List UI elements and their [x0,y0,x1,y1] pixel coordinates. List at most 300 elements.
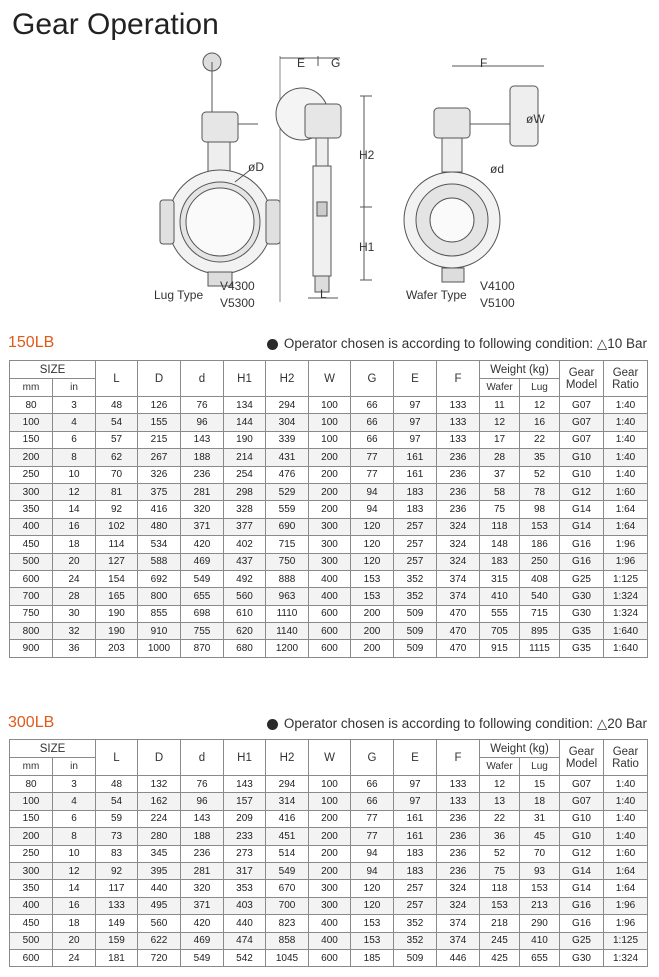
table-cell: 200 [10,828,53,845]
table-cell: 215 [138,431,181,448]
header-in: in [53,379,96,397]
table-cell: 200 [309,501,351,518]
table-cell: 159 [96,932,138,949]
table-cell: 326 [138,466,181,483]
table-cell: 300 [309,518,351,535]
table-cell: 4 [53,414,96,431]
table-cell: 8 [53,828,96,845]
table-cell: 4 [53,793,96,810]
table-cell: 183 [394,501,437,518]
table-cell: 15 [520,776,560,793]
table-cell: G16 [560,536,604,553]
table-cell: G30 [560,588,604,605]
header-gear-model: Gear Model [560,740,604,776]
table-cell: 12 [520,397,560,414]
table-cell: 1:60 [604,483,648,500]
table-cell: 22 [480,810,520,827]
header-wafer: Wafer [480,758,520,776]
table-cell: 377 [224,518,266,535]
table-cell: 1:40 [604,397,648,414]
table-cell: 190 [96,605,138,622]
table-cell: 100 [309,793,351,810]
table-cell: 6 [53,431,96,448]
condition-text: Operator chosen is according to following condition: △10 Bar [283,336,647,351]
table-cell: 96 [181,414,224,431]
header-small-d: d [181,740,224,776]
table-cell: 1:125 [604,932,648,949]
header-size: SIZE [10,361,96,379]
table-cell: 102 [96,518,138,535]
table-cell: 353 [224,880,266,897]
table-cell: 120 [351,897,394,914]
table-cell: 1:40 [604,449,648,466]
table-cell: 200 [351,605,394,622]
table-cell: 155 [138,414,181,431]
dim-l: L [320,287,327,301]
table-cell: 290 [520,915,560,932]
table-cell: 157 [224,793,266,810]
table-cell: 250 [10,845,53,862]
table-cell: 509 [394,605,437,622]
table-cell: 670 [266,880,309,897]
table-cell: 300 [309,536,351,553]
table-cell: 555 [480,605,520,622]
table-cell: 132 [138,776,181,793]
table-cell: 374 [437,932,480,949]
table-row [10,466,648,483]
header-gear-ratio: Gear Ratio [604,361,648,397]
table-cell: 425 [480,949,520,966]
table-cell: 148 [480,536,520,553]
table-cell: G14 [560,880,604,897]
table-cell: 161 [394,828,437,845]
table-cell: 345 [138,845,181,862]
table-cell: G25 [560,570,604,587]
table-cell: 11 [480,397,520,414]
table-cell: 560 [138,915,181,932]
operator-condition-150lb [267,336,647,352]
table-cell: 83 [96,845,138,862]
table-row [10,845,648,862]
table-cell: 185 [351,949,394,966]
table-cell: 153 [520,518,560,535]
table-cell: 281 [181,862,224,879]
side-valve-drawing [276,56,375,302]
valve-drawings-svg [140,52,560,317]
table-cell: 165 [96,588,138,605]
table-cell: 97 [394,431,437,448]
table-cell: 300 [10,862,53,879]
table-cell: 895 [520,623,560,640]
table-cell: 1110 [266,605,309,622]
table-cell: 870 [181,640,224,657]
table-cell: 100 [309,431,351,448]
table-cell: G14 [560,501,604,518]
table-cell: 73 [96,828,138,845]
table-cell: 66 [351,776,394,793]
table-cell: 133 [437,414,480,431]
table-cell: 18 [53,915,96,932]
table-cell: 16 [53,897,96,914]
table-cell: 1:324 [604,949,648,966]
table-row [10,518,648,535]
table-cell: 57 [96,431,138,448]
table-cell: 352 [394,932,437,949]
table-cell: 1045 [266,949,309,966]
table-cell: 963 [266,588,309,605]
table-cell: 1:96 [604,915,648,932]
table-cell: 600 [309,605,351,622]
table-cell: 410 [520,932,560,949]
table-cell: 97 [394,414,437,431]
table-cell: 324 [437,536,480,553]
table-cell: 8 [53,449,96,466]
table-cell: 94 [351,862,394,879]
header-h1: H1 [224,361,266,397]
table-row [10,483,648,500]
table-row [10,880,648,897]
page-title: Gear Operation [12,8,219,41]
wafer-valve-drawing [404,66,544,282]
table-cell: 214 [224,449,266,466]
table-cell: 446 [437,949,480,966]
table-cell: 190 [224,431,266,448]
table-cell: 339 [266,431,309,448]
table-cell: 1:64 [604,880,648,897]
table-cell: 469 [181,553,224,570]
table-cell: 153 [351,932,394,949]
table-cell: 1:64 [604,501,648,518]
table-cell: 149 [96,915,138,932]
table-cell: 250 [10,466,53,483]
table-cell: 450 [10,536,53,553]
table-row [10,862,648,879]
table-cell: 52 [480,845,520,862]
table-cell: 200 [351,640,394,657]
table-cell: 600 [309,623,351,640]
table-cell: 352 [394,588,437,605]
table-cell: 1000 [138,640,181,657]
table-row [10,414,648,431]
table-cell: 12 [53,862,96,879]
table-cell: 328 [224,501,266,518]
table-cell: 588 [138,553,181,570]
table-cell: 800 [10,623,53,640]
table-row [10,793,648,810]
table-cell: 374 [437,915,480,932]
table-cell: 352 [394,915,437,932]
table-cell: 66 [351,414,394,431]
table-cell: 30 [53,605,96,622]
table-cell: 420 [181,915,224,932]
table-cell: 100 [10,414,53,431]
table-cell: 317 [224,862,266,879]
table-cell: G14 [560,862,604,879]
table-cell: 3 [53,397,96,414]
table-cell: 655 [181,588,224,605]
table-cell: 59 [96,810,138,827]
table-cell: 31 [520,810,560,827]
table-cell: 120 [351,518,394,535]
table-cell: G14 [560,518,604,535]
table-cell: 371 [181,897,224,914]
table-cell: 534 [138,536,181,553]
table-cell: 162 [138,793,181,810]
header-weight: Weight (kg) [480,740,560,758]
table-cell: 200 [309,449,351,466]
table-cell: 153 [480,897,520,914]
table-cell: 720 [138,949,181,966]
table-cell: 3 [53,776,96,793]
table-cell: 77 [351,449,394,466]
wafer-type-label: Wafer Type [406,288,467,302]
header-in: in [53,758,96,776]
table-cell: 200 [309,845,351,862]
table-cell: 1:40 [604,466,648,483]
table-cell: 52 [520,466,560,483]
table-cell: 22 [520,431,560,448]
table-cell: 298 [224,483,266,500]
table-cell: 559 [266,501,309,518]
table-cell: 375 [138,483,181,500]
table-cell: 300 [309,880,351,897]
condition-text: Operator chosen is according to following condition: △20 Bar [283,716,647,731]
table-row [10,397,648,414]
table-cell: 476 [266,466,309,483]
table-cell: 254 [224,466,266,483]
table-cell: 120 [351,536,394,553]
table-cell: 437 [224,553,266,570]
table-cell: 1:64 [604,862,648,879]
dim-w: øW [526,112,545,126]
table-cell: 188 [181,828,224,845]
table-row [10,949,648,966]
table-cell: 154 [96,570,138,587]
table-cell: 560 [224,588,266,605]
table-cell: 183 [480,553,520,570]
table-cell: 70 [520,845,560,862]
header-h1: H1 [224,740,266,776]
table-cell: 402 [224,536,266,553]
table-cell: 66 [351,431,394,448]
table-cell: 133 [437,397,480,414]
table-cell: 200 [10,449,53,466]
table-row [10,536,648,553]
bullet-icon [267,719,278,730]
table-cell: 12 [480,414,520,431]
table-cell: 77 [351,828,394,845]
header-mm: mm [10,379,53,397]
table-cell: 200 [309,466,351,483]
lug-model-2: V5300 [220,296,255,310]
table-cell: 855 [138,605,181,622]
table-cell: 492 [224,570,266,587]
table-cell: 257 [394,897,437,914]
table-cell: 200 [309,483,351,500]
table-cell: 315 [480,570,520,587]
section-label-300lb: 300LB [8,714,55,731]
table-row [10,932,648,949]
table-cell: 542 [224,949,266,966]
header-lug: Lug [520,758,560,776]
table-row [10,501,648,518]
table-cell: 118 [480,518,520,535]
table-cell: 304 [266,414,309,431]
table-cell: 161 [394,449,437,466]
table-cell: 80 [10,776,53,793]
header-l: L [96,740,138,776]
table-cell: 600 [309,949,351,966]
table-cell: 186 [520,536,560,553]
table-row [10,570,648,587]
table-cell: G12 [560,845,604,862]
table-cell: 36 [480,828,520,845]
header-h2: H2 [266,740,309,776]
table-cell: 94 [351,501,394,518]
table-cell: 218 [480,915,520,932]
table-cell: 324 [437,518,480,535]
table-cell: 280 [138,828,181,845]
table-cell: 13 [480,793,520,810]
table-cell: 153 [351,588,394,605]
table-body-150lb [10,397,648,658]
table-cell: G12 [560,483,604,500]
table-cell: 431 [266,449,309,466]
table-cell: 750 [266,553,309,570]
table-cell: 6 [53,810,96,827]
table-cell: 540 [520,588,560,605]
dim-small-d: ød [490,162,505,176]
table-cell: 161 [394,466,437,483]
table-cell: 374 [437,588,480,605]
table-cell: 100 [309,776,351,793]
table-cell: 281 [181,483,224,500]
table-cell: 133 [96,897,138,914]
table-cell: 10 [53,466,96,483]
dim-d: øD [248,160,264,174]
table-cell: 451 [266,828,309,845]
table-cell: 236 [437,862,480,879]
table-cell: 81 [96,483,138,500]
table-cell: 97 [394,397,437,414]
table-cell: 509 [394,949,437,966]
table-cell: 48 [96,397,138,414]
table-cell: 408 [520,570,560,587]
table-cell: 320 [181,501,224,518]
table-cell: 440 [138,880,181,897]
table-cell: 400 [309,915,351,932]
table-cell: 153 [520,880,560,897]
table-cell: 183 [394,845,437,862]
table-cell: 120 [351,553,394,570]
table-cell: 203 [96,640,138,657]
header-g: G [351,361,394,397]
table-cell: G35 [560,640,604,657]
table-cell: G16 [560,897,604,914]
table-cell: 1:40 [604,431,648,448]
dim-e: E [297,56,306,70]
table-cell: 76 [181,776,224,793]
header-gear-model: Gear Model [560,361,604,397]
dim-f: F [480,56,488,70]
table-cell: 36 [53,640,96,657]
table-cell: 236 [437,449,480,466]
header-e: E [394,361,437,397]
table-cell: 474 [224,932,266,949]
table-cell: 66 [351,793,394,810]
header-w: W [309,361,351,397]
table-cell: 1:40 [604,414,648,431]
table-cell: 400 [309,588,351,605]
table-cell: 183 [394,862,437,879]
table-cell: 250 [520,553,560,570]
table-cell: 480 [138,518,181,535]
table-cell: 144 [224,414,266,431]
table-cell: 440 [224,915,266,932]
table-cell: 1140 [266,623,309,640]
table-cell: 400 [309,932,351,949]
table-cell: 200 [309,828,351,845]
table-cell: 94 [351,483,394,500]
table-cell: 236 [181,466,224,483]
table-cell: 236 [437,828,480,845]
table-cell: G07 [560,793,604,810]
table-cell: 403 [224,897,266,914]
table-cell: 14 [53,501,96,518]
dim-h1: H1 [359,240,375,254]
header-h2: H2 [266,361,309,397]
lug-model-1: V4300 [220,279,255,293]
table-cell: 514 [266,845,309,862]
table-cell: 143 [181,431,224,448]
table-cell: 314 [266,793,309,810]
table-cell: 1:64 [604,518,648,535]
header-size: SIZE [10,740,96,758]
table-cell: 100 [10,793,53,810]
table-cell: 75 [480,862,520,879]
table-cell: 236 [437,845,480,862]
table-cell: 80 [10,397,53,414]
spec-table-300lb [9,739,648,967]
header-w: W [309,740,351,776]
header-f: F [437,740,480,776]
dim-g: G [331,56,341,70]
table-cell: 1:96 [604,536,648,553]
table-cell: 680 [224,640,266,657]
table-cell: 700 [10,588,53,605]
table-cell: 400 [10,897,53,914]
table-cell: 181 [96,949,138,966]
table-cell: 97 [394,793,437,810]
table-cell: 1:40 [604,793,648,810]
table-body-300lb [10,776,648,967]
table-cell: G07 [560,431,604,448]
table-cell: 610 [224,605,266,622]
table-row [10,623,648,640]
table-cell: 450 [10,915,53,932]
table-cell: 620 [224,623,266,640]
table-cell: 915 [480,640,520,657]
table-cell: 35 [520,449,560,466]
table-cell: 1:96 [604,897,648,914]
table-cell: G30 [560,605,604,622]
table-cell: 900 [10,640,53,657]
table-cell: 213 [520,897,560,914]
table-cell: 1:640 [604,640,648,657]
header-gear-ratio: Gear Ratio [604,740,648,776]
table-cell: G10 [560,449,604,466]
table-cell: G25 [560,932,604,949]
